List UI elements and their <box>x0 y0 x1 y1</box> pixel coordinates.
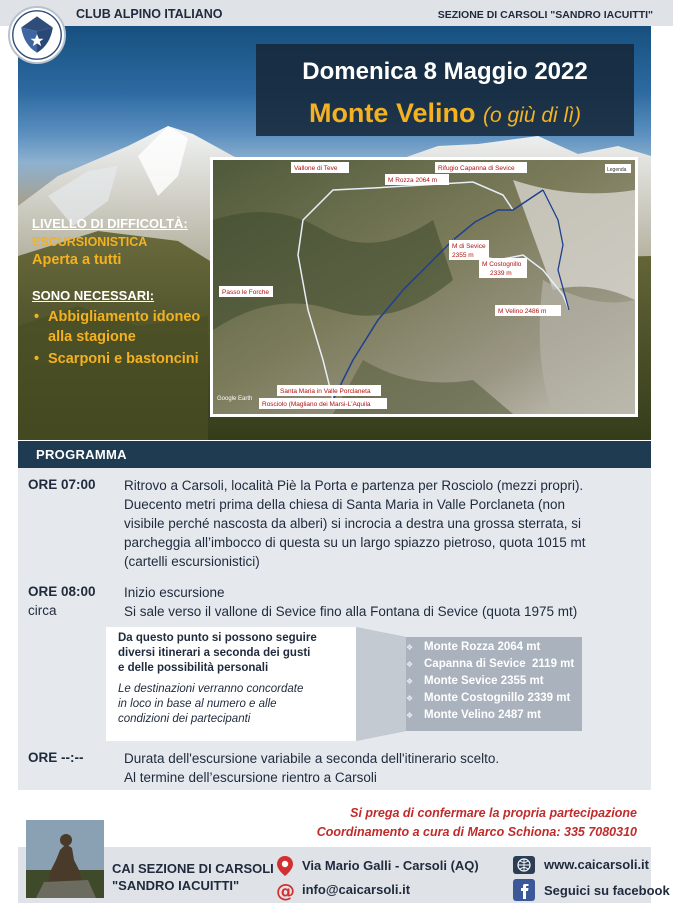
map-label-rozza: M Rozza 2064 m <box>388 177 438 184</box>
map-label-santa-maria: Santa Maria in Valle Porclaneta <box>280 388 371 395</box>
note-bold-line: diversi itinerari a seconda dei gusti <box>118 647 311 659</box>
step-1-line: visibile perché nascosta da alberi) si incrocia a destra una grossa sterrata, si <box>124 516 581 531</box>
map-label-sevice-quota: 2355 m <box>452 252 474 259</box>
facebook-icon <box>512 879 536 901</box>
location-pin-icon <box>274 855 296 877</box>
coordinator-text: Coordinamento a cura di Marco Schiona: 335 7080310 <box>316 825 637 839</box>
cai-logo-icon <box>8 6 66 64</box>
cai-section-line: "SANDRO IACUITTI" <box>112 878 240 893</box>
time-0700: ORE 07:00 <box>28 477 96 492</box>
statue-image <box>26 820 104 898</box>
note-italic-line: condizioni dei partecipanti <box>118 713 251 725</box>
required-heading: SONO NECESSARI: <box>32 288 155 303</box>
map-label-sevice: M di Sevice <box>452 243 486 250</box>
at-email-icon <box>274 879 296 901</box>
cai-section-line: CAI SEZIONE DI CARSOLI <box>112 861 274 876</box>
confirm-text: Si prega di confermare la propria partecipazione <box>350 806 637 820</box>
hero-panel <box>18 26 651 440</box>
step-3-line: Al termine dell’escursione rientro a Carsoli <box>124 770 377 785</box>
destinations-list <box>406 639 574 724</box>
map-label-vallone: Vallone di Teve <box>294 165 338 172</box>
address-text: Via Mario Galli - Carsoli (AQ) <box>302 858 479 873</box>
facebook-link[interactable]: Seguici su facebook <box>544 883 670 898</box>
map-label-costognillo: M Costognillo <box>482 261 522 268</box>
required-list <box>32 307 212 369</box>
website-link[interactable]: www.caicarsoli.it <box>544 857 650 872</box>
event-title <box>256 98 634 129</box>
step-3-text <box>124 749 639 787</box>
map-label-forche: Passo le Forche <box>222 289 269 296</box>
destination-item: ❖ Capanna di Sevice 2119 mt <box>406 656 574 673</box>
club-name: CLUB ALPINO ITALIANO <box>76 7 223 21</box>
time-circa: circa <box>28 603 57 618</box>
event-mountain: Monte Velino <box>308 98 476 128</box>
cai-section-name <box>112 860 274 894</box>
note-bold-line: e delle possibilità personali <box>118 662 269 674</box>
destinations-panel <box>356 627 582 741</box>
time-0800: ORE 08:00 <box>28 584 96 599</box>
step-2-line: Si sale verso il vallone di Sevice fino alla Fontana di Sevice (quota 1975 mt) <box>124 604 578 619</box>
itinerary-note <box>106 627 356 741</box>
step-1-line: (cartelli escursionistici) <box>124 554 260 569</box>
difficulty-level: ESCURSIONISTICA <box>32 235 148 249</box>
map-label-rifugio: Rifugio Capanna di Sevice <box>438 165 515 172</box>
step-1-line: Ritrovo a Carsoli, località Piè la Porta e partenza per Rosciolo (mezzi propri). <box>124 478 584 493</box>
svg-text:@: @ <box>276 880 295 901</box>
difficulty-heading: LIVELLO DI DIFFICOLTÀ: <box>32 216 188 231</box>
time-end: ORE --:-- <box>28 750 84 765</box>
step-2-line: Inizio escursione <box>124 585 225 600</box>
programma-header <box>18 441 651 468</box>
required-item: • Scarponi e bastoncini <box>32 349 212 369</box>
note-bold-line: Da questo punto si possono seguire <box>118 632 317 644</box>
email-link[interactable]: info@caicarsoli.it <box>302 882 411 897</box>
note-italic-block <box>118 682 344 727</box>
step-1-line: Duecento metri prima della chiesa di Santa Maria in Valle Porclaneta (non <box>124 497 565 512</box>
satellite-map <box>213 160 635 414</box>
destination-item: ❖ Monte Sevice 2355 mt <box>406 673 574 690</box>
event-date: Domenica 8 Maggio 2022 <box>302 58 588 85</box>
confirm-box <box>18 795 651 847</box>
step-1-line: parcheggia all’imbocco di questa su un largo spiazzo pietroso, quota 1015 mt <box>124 535 586 550</box>
step-1-text <box>124 476 639 571</box>
map-label-velino: M Velino 2486 m <box>498 308 547 315</box>
title-box <box>256 44 634 136</box>
programma-title: PROGRAMMA <box>36 447 127 462</box>
difficulty-panel <box>32 216 212 371</box>
required-item: • Abbigliamento idoneo alla stagione <box>32 307 212 347</box>
section-name: SEZIONE DI CARSOLI "SANDRO IACUITTI" <box>437 9 653 21</box>
route-map <box>210 157 638 417</box>
destination-item: ❖ Monte Velino 2487 mt <box>406 707 574 724</box>
map-label-rosciolo: Rosciolo (Magliano dei Marsi-L'Aquila <box>262 401 371 408</box>
note-italic-line: Le destinazioni verranno concordate <box>118 683 304 695</box>
globe-icon <box>512 853 536 877</box>
step-2-text <box>124 583 639 621</box>
map-label-costognillo-quota: 2339 m <box>490 270 512 277</box>
note-italic-line: in loco in base al numero e alle <box>118 698 277 710</box>
event-subtitle: (o giù di lì) <box>482 104 582 127</box>
destination-item: ❖ Monte Rozza 2064 mt <box>406 639 574 656</box>
step-3-line: Durata dell'escursione variabile a seconda dell'itinerario scelto. <box>124 751 500 766</box>
map-google-credit: Google Earth <box>217 396 253 402</box>
map-legend: Legenda <box>607 167 627 173</box>
destination-item: ❖ Monte Costognillo 2339 mt <box>406 690 574 707</box>
difficulty-open: Aperta a tutti <box>32 252 122 268</box>
